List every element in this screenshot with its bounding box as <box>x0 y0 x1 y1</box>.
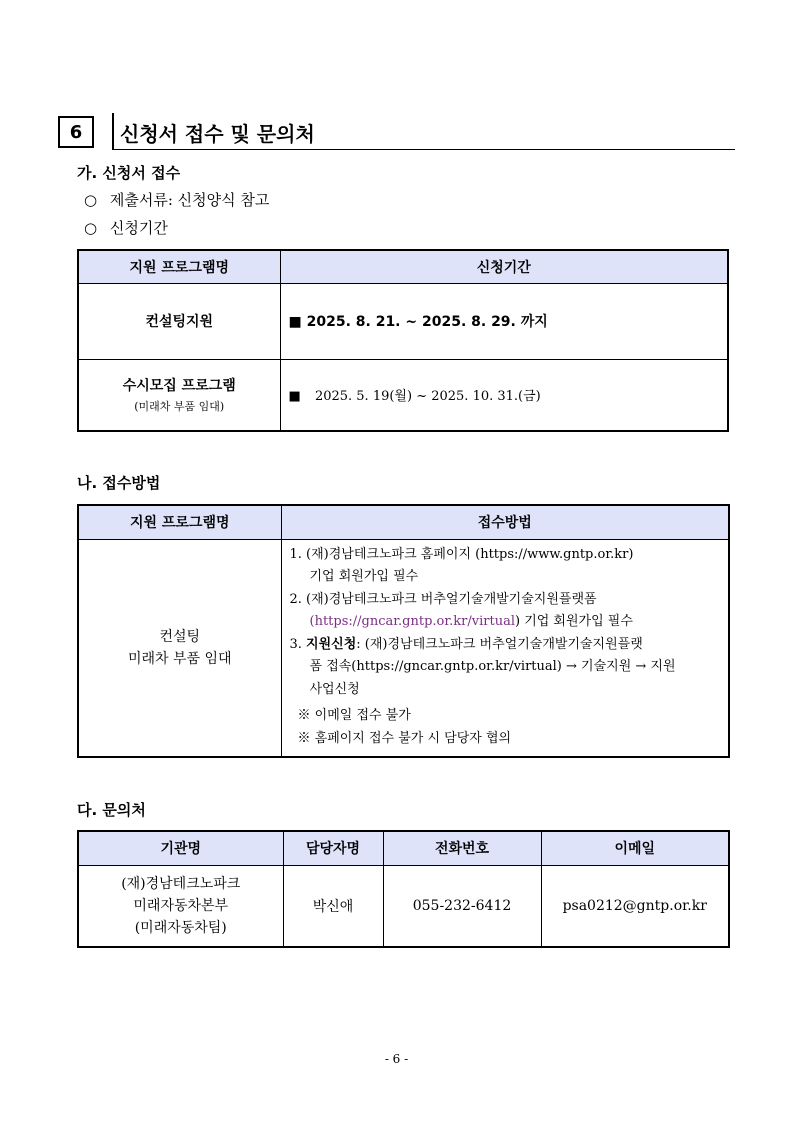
method-item-3-cont: 폼 접속(https://gncar.gntp.or.kr/virtual) → 기술지원 → 지원 <box>309 659 676 674</box>
method-item-3-cont: 사업신청 <box>309 681 360 697</box>
bullet-period <box>84 217 168 238</box>
page-number: - 6 - <box>384 1052 409 1066</box>
method-item-2-cont <box>290 611 723 634</box>
program-line: 미래차 부품 임대 <box>127 650 232 667</box>
method-item-3-text: : (재)경남테크노파크 버추얼기술개발기술지원플랫 <box>356 636 643 652</box>
table-row <box>78 539 729 757</box>
part-a-heading: 가. 신청서 접수 <box>77 164 181 182</box>
section-number-box <box>58 116 94 148</box>
org-line: (미래자동차팀) <box>134 919 227 936</box>
table-header: 담당자명 <box>283 831 383 865</box>
application-period-table <box>77 249 729 432</box>
table-header: 지원 프로그램명 <box>78 250 280 283</box>
method-cell <box>281 539 729 757</box>
table-header: 신청기간 <box>280 250 728 283</box>
bullet-documents <box>84 189 269 210</box>
note-email: ※ 이메일 접수 불가 <box>297 708 411 723</box>
period-text: 2025. 8. 21. ~ 2025. 8. 29. 까지 <box>306 314 548 330</box>
program-cell <box>78 283 280 359</box>
section-divider-bar <box>112 113 114 149</box>
method-item-3-label: 지원신청 <box>306 636 357 652</box>
org-cell <box>78 865 283 947</box>
square-bullet-icon: ■ <box>288 389 301 405</box>
program-cell <box>78 359 280 431</box>
org-line: 미래자동차본부 <box>133 897 229 914</box>
table-row <box>78 865 729 947</box>
method-item-3 <box>290 634 723 657</box>
program-name: 수시모집 프로그램 <box>122 378 236 395</box>
contact-table <box>77 830 730 948</box>
period-cell <box>280 359 728 431</box>
program-line: 컨설팅 <box>159 628 201 645</box>
table-header: 전화번호 <box>383 831 541 865</box>
section-underline <box>112 149 735 150</box>
method-item-3-number: 3. <box>289 636 307 652</box>
method-item-2-rest: ) 기업 회원가입 필수 <box>514 614 633 629</box>
section-number: 6 <box>69 121 83 143</box>
program-name: 컨설팅지원 <box>145 314 214 330</box>
table-header: 이메일 <box>541 831 729 865</box>
note-homepage: ※ 홈페이지 접수 불가 시 담당자 협의 <box>297 730 512 746</box>
circle-bullet-icon: ○ <box>84 219 98 237</box>
email-cell[interactable]: psa0212@gntp.or.kr <box>541 865 729 947</box>
part-b-heading: 나. 접수방법 <box>77 474 161 492</box>
table-header: 접수방법 <box>281 505 729 539</box>
section-title: 신청서 접수 및 문의처 <box>120 122 315 146</box>
program-cell <box>78 539 281 757</box>
program-subtitle: (미래차 부품 임대) <box>134 400 225 414</box>
method-item-1-cont: 기업 회원가입 필수 <box>309 569 419 584</box>
period-cell <box>280 283 728 359</box>
phone-cell: 055-232-6412 <box>383 865 541 947</box>
part-c-heading: 다. 문의처 <box>77 801 146 819</box>
org-line: (재)경남테크노파크 <box>121 875 241 892</box>
square-bullet-icon: ■ <box>288 314 302 330</box>
person-cell: 박신애 <box>283 865 383 947</box>
table-header: 기관명 <box>78 831 283 865</box>
method-item-1: 1. (재)경남테크노파크 홈페이지 (https://www.gntp.or.kr) <box>289 546 634 562</box>
table-row <box>78 359 728 431</box>
submission-method-table <box>77 504 730 758</box>
circle-bullet-icon: ○ <box>84 191 98 209</box>
bullet-text: 신청기간 <box>109 219 168 237</box>
platform-link[interactable]: (https://gncar.gntp.or.kr/virtual <box>309 614 515 629</box>
period-text: 2025. 5. 19(월) ~ 2025. 10. 31.(금) <box>314 389 541 405</box>
bullet-text: 제출서류: 신청양식 참고 <box>109 191 270 209</box>
table-header: 지원 프로그램명 <box>78 505 281 539</box>
method-item-2: 2. (재)경남테크노파크 버추얼기술개발기술지원플랫폼 <box>289 591 597 607</box>
table-row <box>78 283 728 359</box>
